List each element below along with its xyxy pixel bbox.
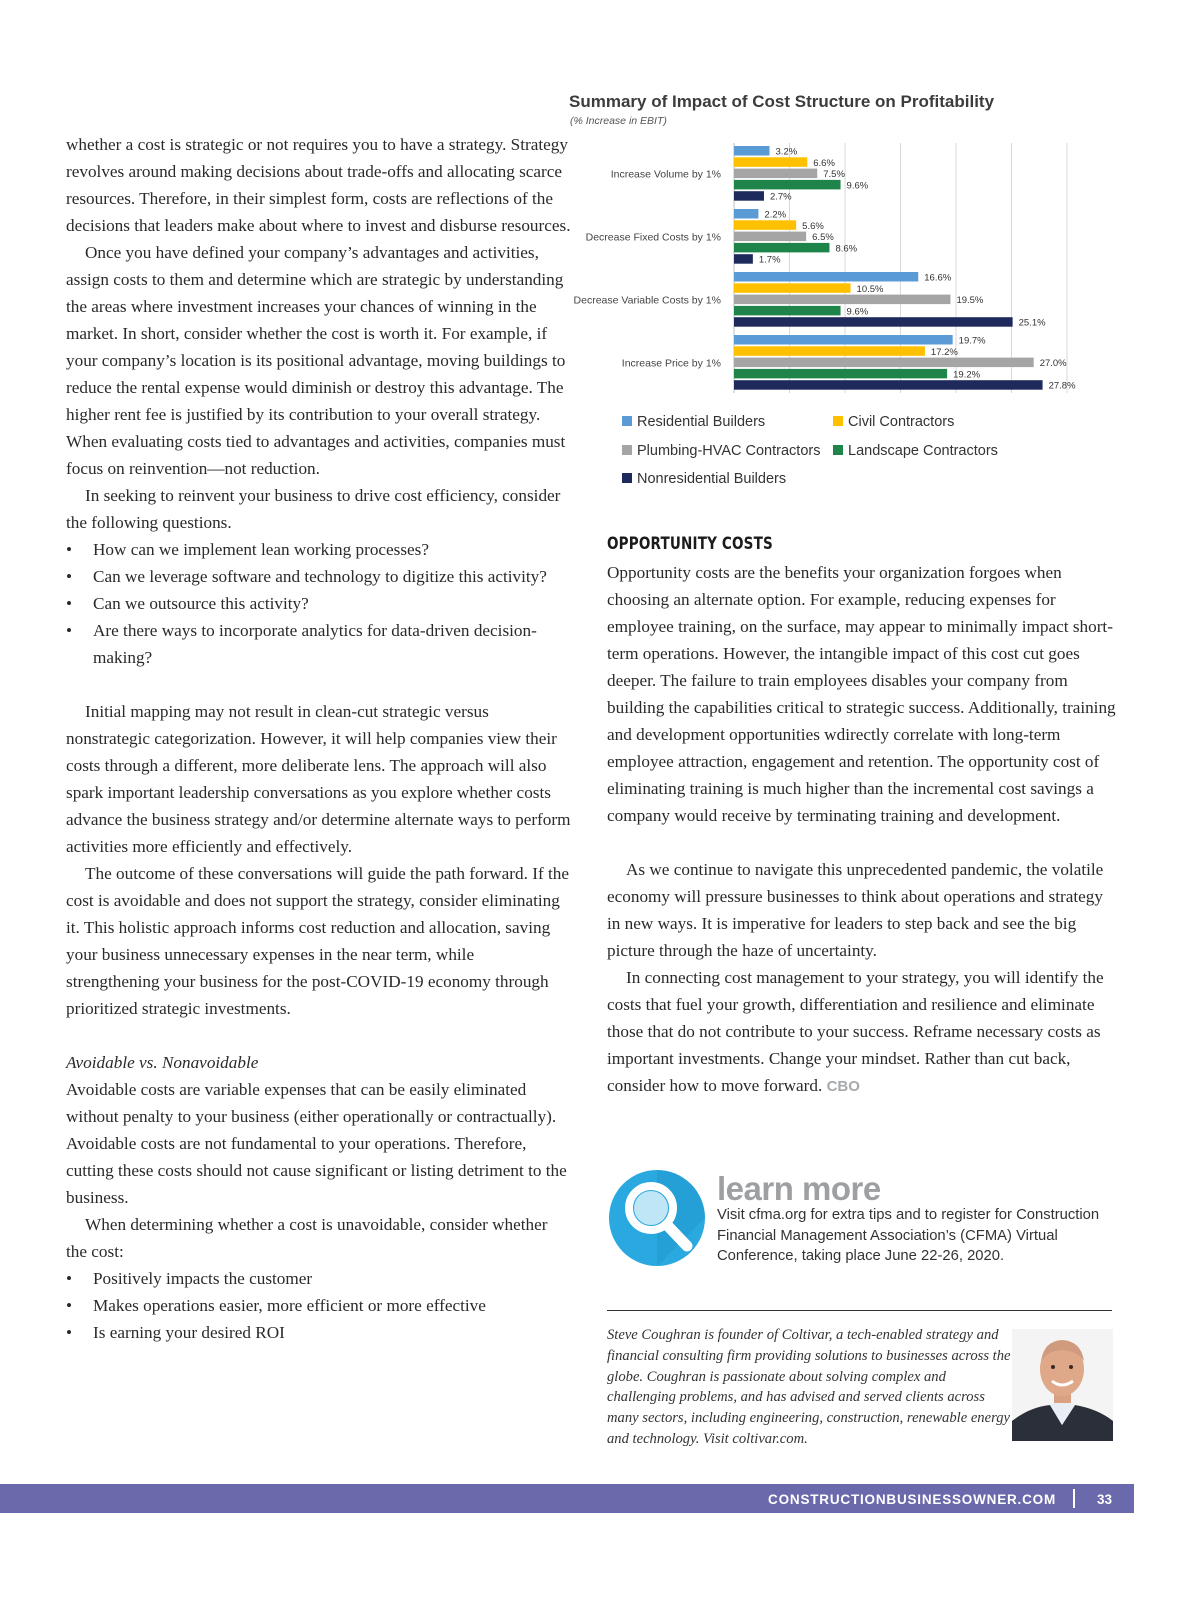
footer-bar [0, 1484, 1134, 1513]
legend-item [833, 443, 998, 459]
chart-data-label: 27.8% [1048, 380, 1076, 392]
chart-bar [734, 317, 1013, 327]
chart-bar [734, 220, 796, 230]
chart-bar [734, 180, 841, 190]
chart-bar [734, 209, 758, 219]
paragraph: Opportunity costs are the benefits your organization forgoes when choosing an alternate option. For example, reducing expenses for employee training, on the surface, may appear to minimally impact short-term operations. However, the intangible impact of this cost cut goes deeper. The failure to train employees disables your company from building the capabilities critical to strategic success. Additionally, training and development opportunities wdirectly correlate with long-term employee attraction, engagement and retention. The opportunity cost of eliminating training is much higher than the incremental cost savings a company would receive by terminating training and development. [607, 563, 1116, 825]
list-item: • Makes operations easier, more efficient or more effective [66, 1292, 571, 1319]
paragraph: Avoidable costs are variable expenses that can be easily eliminated without penalty to your business (either operationally or contractually). Avoidable costs are not fundamental to your operations. Therefore, cutting these costs should not cause significant or listing detriment to the business. [66, 1080, 567, 1207]
chart-category-label: Decrease Fixed Costs by 1% [585, 231, 721, 244]
list-item: • Positively impacts the customer [66, 1265, 571, 1292]
list-item: • Is earning your desired ROI [66, 1319, 571, 1346]
paragraph: As we continue to navigate this unprecedented pandemic, the volatile economy will pressure businesses to think about operations and strategy in new ways. It is imperative for leaders to step back and see the big picture through the haze of uncertainty. [607, 860, 1104, 960]
left-column [66, 131, 571, 1346]
footer-separator [1073, 1489, 1075, 1508]
chart-bar [734, 306, 841, 316]
chart-bar [734, 380, 1043, 390]
legend-label: Plumbing-HVAC Contractors [637, 443, 821, 459]
chart-canvas [560, 88, 1120, 408]
learn-more-text: Visit cfma.org for extra tips and to register for Construction Financial Management Association’s (CFMA) Virtual Conference, taking place June 22-26, 2020. [717, 1207, 1100, 1264]
right-column [607, 533, 1117, 1100]
list-item: • Can we leverage software and technology to digitize this activity? [66, 563, 571, 590]
chart-bar [734, 335, 953, 345]
legend-label: Residential Builders [637, 414, 766, 430]
chart-bar [734, 243, 829, 253]
chart-data-label: 19.5% [956, 295, 984, 307]
chart-bar [734, 295, 950, 305]
chart-data-label: 7.5% [823, 169, 845, 181]
legend-label: Landscape Contractors [848, 443, 998, 459]
criteria-list [66, 1265, 571, 1346]
chart-category-label: Increase Price by 1% [621, 357, 721, 370]
legend-item [622, 443, 820, 459]
chart-bar [734, 254, 753, 264]
chart-data-label: 5.6% [802, 220, 824, 232]
legend-item [622, 471, 786, 487]
magnifier-icon [607, 1168, 707, 1268]
legend-label: Civil Contractors [848, 414, 955, 430]
cbo-end-mark: CBO [826, 1078, 860, 1095]
list-item: • Are there ways to incorporate analytics for data-driven decision-making? [66, 617, 571, 671]
chart-title: Summary of Impact of Cost Structure on Profitability [569, 92, 995, 111]
author-bio: Steve Coughran is founder of Coltivar, a tech-enabled strategy and financial consulting firm providing solutions to businesses across the globe. Coughran is passionate about solving complex and challenging problems, and has advised and served clients across many sectors, including engineering, construction, renewable energy and technology. Visit coltivar.com. [607, 1327, 1011, 1447]
paragraph [607, 964, 1117, 1100]
chart-data-label: 17.2% [930, 346, 958, 358]
list-item: • Can we outsource this activity? [66, 590, 571, 617]
list-item: • How can we implement lean working processes? [66, 536, 571, 563]
learn-more-title: learn more [717, 1170, 881, 1207]
chart-data-label: 2.2% [764, 209, 787, 221]
chart-data-label: 8.6% [835, 243, 858, 255]
legend-swatch [833, 445, 843, 455]
chart-bar [734, 272, 918, 282]
chart-data-label: 1.7% [758, 254, 781, 266]
paragraph: In seeking to reinvent your business to drive cost efficiency, consider the following questions. [66, 486, 561, 532]
chart-bar [734, 232, 806, 242]
chart-data-label: 6.5% [812, 232, 834, 244]
paragraph: whether a cost is strategic or not requires you to have a strategy. Strategy revolves around making decisions about trade-offs and allocating scarce resources. Therefore, in their simplest form, costs are reflections of the decisions that leaders make about where to invest and disburse resources. [66, 135, 571, 235]
author-headshot [1012, 1329, 1113, 1441]
questions-list [66, 536, 571, 671]
legend-item [833, 414, 954, 430]
divider [607, 1310, 1112, 1311]
chart-data-label: 27.0% [1039, 358, 1067, 370]
paragraph: Once you have defined your company’s advantages and activities, assign costs to them and determine which are strategic by understanding the areas where investment increases your chances of winning in the market. In short, consider whether the cost is worth it. For example, if your company’s location is its positional advantage, moving buildings to reduce the rental expense would diminish or destroy this advantage. The higher rent fee is justified by its contribution to your overall strategy. When evaluating costs tied to advantages and activities, companies must focus on reinvention—not reduction. [66, 243, 566, 478]
chart-bar [734, 191, 764, 201]
chart-bar [734, 146, 770, 156]
section-heading: OPPORTUNITY COSTS [607, 534, 773, 553]
chart-data-label: 2.7% [769, 191, 792, 203]
chart-bar [734, 169, 817, 179]
paragraph-text: In connecting cost management to your strategy, you will identify the costs that fuel your growth, differentiation and resilience and eliminate those that do not contribute to your success. Reframe necessary costs as important investments. Change your mindset. Rather than cut back, consider how to move forward. [607, 968, 1104, 1095]
profitability-chart [560, 88, 1120, 508]
chart-data-label: 19.2% [953, 369, 981, 381]
chart-data-label: 10.5% [856, 283, 884, 295]
legend-swatch [622, 473, 632, 483]
chart-data-label: 9.6% [846, 306, 869, 318]
paragraph: Initial mapping may not result in clean-cut strategic versus nonstrategic categorization. However, it will help companies view their costs through a different, more deliberate lens. The approach will also spark important leadership conversations as you explore whether costs advance the business strategy and/or determine alternate ways to perform activities more efficiently and effectively. [66, 702, 571, 856]
chart-bar [734, 346, 925, 356]
legend-swatch [622, 416, 632, 426]
chart-data-label: 19.7% [958, 335, 986, 347]
chart-data-label: 16.6% [924, 272, 952, 284]
footer-site[interactable]: CONSTRUCTIONBUSINESSOWNER.COM [768, 1492, 1056, 1507]
paragraph: When determining whether a cost is unavoidable, consider whether the cost: [66, 1215, 548, 1261]
chart-bar [734, 369, 947, 379]
legend-item [622, 414, 765, 430]
chart-subtitle: (% Increase in EBIT) [570, 115, 667, 127]
page-number: 33 [1096, 1492, 1112, 1507]
chart-data-label: 25.1% [1018, 317, 1046, 329]
chart-data-label: 9.6% [846, 180, 869, 192]
chart-bar [734, 358, 1034, 368]
chart-category-label: Decrease Variable Costs by 1% [573, 294, 721, 307]
chart-bar [734, 157, 807, 167]
legend-swatch [833, 416, 843, 426]
chart-category-label: Increase Volume by 1% [610, 168, 721, 181]
legend-label: Nonresidential Builders [637, 471, 787, 487]
subheading: Avoidable vs. Nonavoidable [66, 1053, 259, 1072]
chart-bar [734, 283, 851, 293]
paragraph: The outcome of these conversations will guide the path forward. If the cost is avoidable and does not support the strategy, consider eliminating it. This holistic approach informs cost reduction and allocation, saving your business unnecessary expenses in the near term, while strengthening your business for the post-COVID-19 economy through prioritized strategic investments. [66, 864, 569, 1018]
learn-more-box [607, 1164, 1117, 1264]
chart-data-label: 3.2% [775, 146, 798, 158]
legend-swatch [622, 445, 632, 455]
chart-data-label: 6.6% [813, 157, 835, 169]
